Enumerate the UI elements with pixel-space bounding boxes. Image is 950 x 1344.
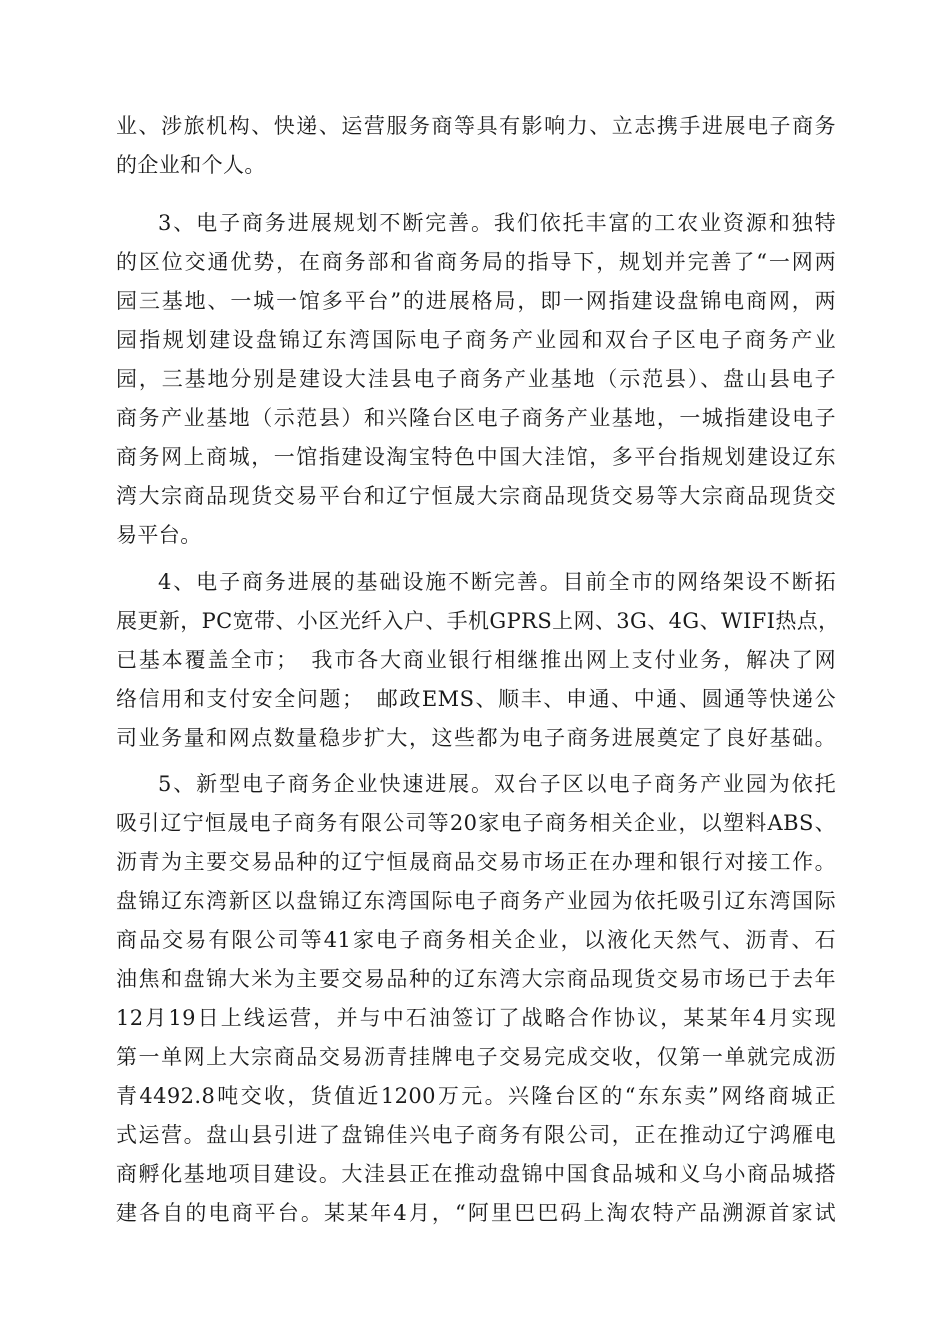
text-line: 园指规划建设盘锦辽东湾国际电子商务产业园和双台子区电子商务产业 <box>116 328 836 352</box>
text-line: 商务产业基地（示范县）和兴隆台区电子商务产业基地，一城指建设电子 <box>116 406 836 430</box>
paragraph-intro-tail <box>116 107 836 185</box>
text-line: 商品交易有限公司等41家电子商务相关企业，以液化天然气、沥青、石 <box>116 928 836 952</box>
text-line: 业、涉旅机构、快递、运营服务商等具有影响力、立志携手进展电子商务 <box>116 114 836 138</box>
paragraph-5 <box>116 765 836 1233</box>
text-line: 络信用和支付安全问题； 邮政EMS、顺丰、申通、中通、圆通等快递公 <box>116 687 836 711</box>
text-line: 盘锦辽东湾新区以盘锦辽东湾国际电子商务产业园为依托吸引辽东湾国际 <box>116 889 836 913</box>
text-line: 4、电子商务进展的基础设施不断完善。目前全市的网络架设不断拓 <box>158 570 836 594</box>
text-line: 园，三基地分别是建设大洼县电子商务产业基地（示范县）、盘山县电子 <box>116 367 836 391</box>
text-line: 展更新，PC宽带、小区光纤入户、手机GPRS上网、3G、4G、WIFI热点， <box>116 609 840 633</box>
text-line: 式运营。盘山县引进了盘锦佳兴电子商务有限公司，正在推动辽宁鸿雁电 <box>116 1123 836 1147</box>
text-line: 建各自的电商平台。某某年4月，“阿里巴巴码上淘农特产品溯源首家试 <box>116 1201 836 1225</box>
text-line: 司业务量和网点数量稳步扩大，这些都为电子商务进展奠定了良好基础。 <box>116 726 836 750</box>
text-line: 已基本覆盖全市； 我市各大商业银行相继推出网上支付业务，解决了网 <box>116 648 836 672</box>
text-line: 3、电子商务进展规划不断完善。我们依托丰富的工农业资源和独特 <box>158 211 836 235</box>
text-line: 沥青为主要交易品种的辽宁恒晟商品交易市场正在办理和银行对接工作。 <box>116 850 836 874</box>
text-line: 第一单网上大宗商品交易沥青挂牌电子交易完成交收，仅第一单就完成沥 <box>116 1045 836 1069</box>
paragraph-4 <box>116 563 840 758</box>
text-line: 湾大宗商品现货交易平台和辽宁恒晟大宗商品现货交易等大宗商品现货交 <box>116 484 836 508</box>
text-line: 商孵化基地项目建设。大洼县正在推动盘锦中国食品城和义乌小商品城搭 <box>116 1162 836 1186</box>
text-line: 商务网上商城，一馆指建设淘宝特色中国大洼馆，多平台指规划建设辽东 <box>116 445 836 469</box>
paragraph-3 <box>116 204 836 555</box>
text-line: 12月19日上线运营，并与中石油签订了战略合作协议，某某年4月实现 <box>116 1006 836 1030</box>
text-line: 吸引辽宁恒晟电子商务有限公司等20家电子商务相关企业，以塑料ABS、 <box>116 811 836 835</box>
text-line: 油焦和盘锦大米为主要交易品种的辽东湾大宗商品现货交易市场已于去年 <box>116 967 836 991</box>
text-line: 的企业和个人。 <box>116 153 266 177</box>
text-line: 的区位交通优势，在商务部和省商务局的指导下，规划并完善了“一网两 <box>116 250 836 274</box>
text-line: 园三基地、一城一馆多平台”的进展格局，即一网指建设盘锦电商网，两 <box>116 289 836 313</box>
text-line: 5、新型电子商务企业快速进展。双台子区以电子商务产业园为依托 <box>158 772 836 796</box>
text-line: 青4492.8吨交收，货值近1200万元。兴隆台区的“东东卖”网络商城正 <box>116 1084 836 1108</box>
text-line: 易平台。 <box>116 523 202 547</box>
